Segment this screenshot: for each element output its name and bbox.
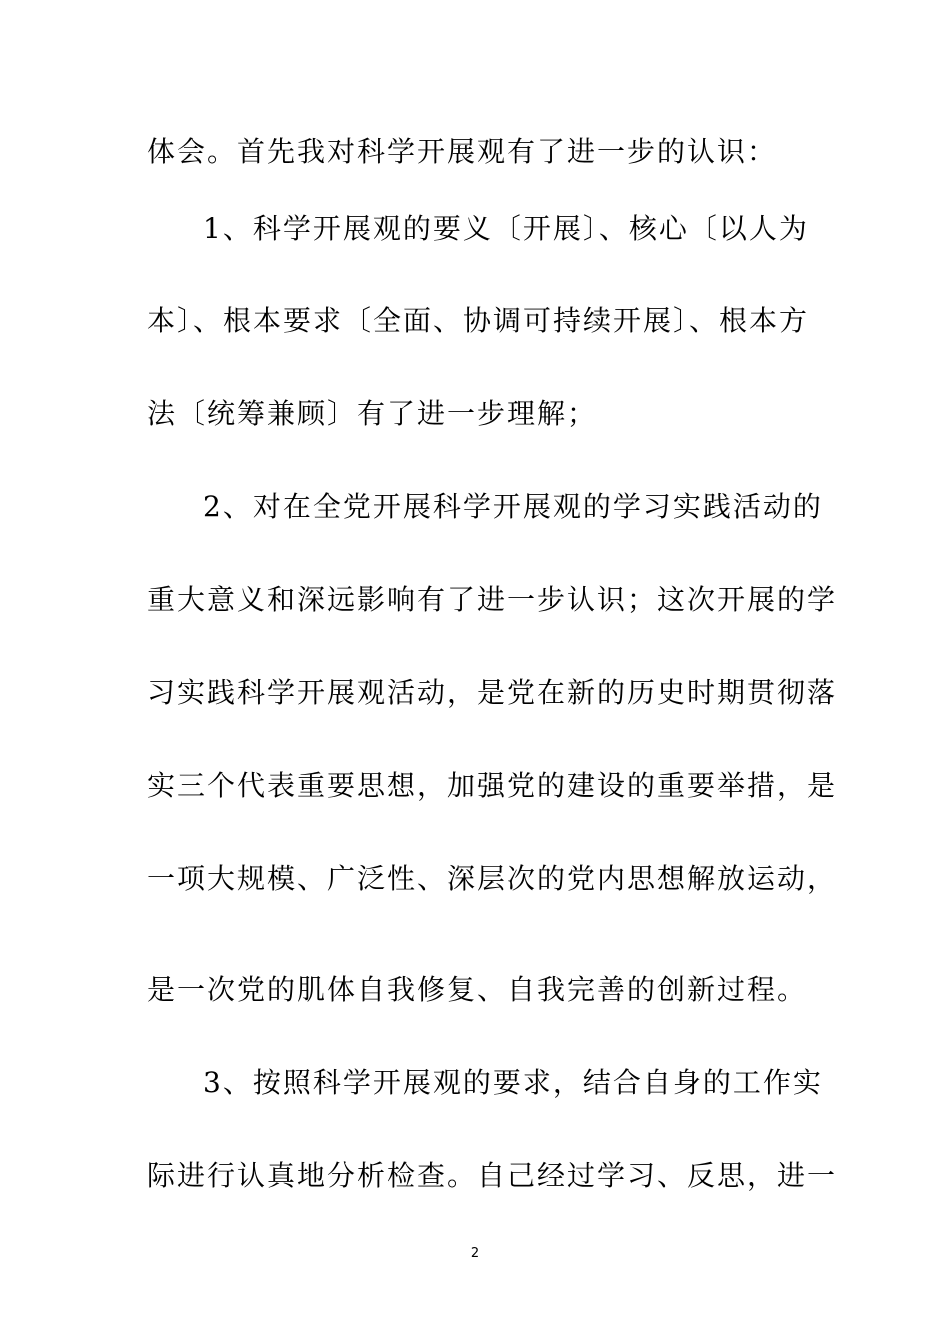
text-line-7: 习实践科学开展观活动，是党在新的历史时期贯彻落 bbox=[147, 676, 838, 709]
text-line-4: 法〔统筹兼顾〕有了进一步理解； bbox=[147, 397, 598, 430]
text-line-12: 际进行认真地分析检查。自己经过学习、反思，进一 bbox=[147, 1159, 838, 1192]
text-line-6: 重大意义和深远影响有了进一步认识；这次开展的学 bbox=[147, 583, 838, 616]
text-line-11: 3、按照科学开展观的要求，结合自身的工作实 bbox=[203, 1066, 823, 1099]
text-line-10: 是一次党的肌体自我修复、自我完善的创新过程。 bbox=[147, 973, 808, 1006]
text-line-5: 2、对在全党开展科学开展观的学习实践活动的 bbox=[203, 490, 823, 523]
text-line-1: 体会。首先我对科学开展观有了进一步的认识： bbox=[147, 135, 778, 168]
text-line-2: 1、科学开展观的要义〔开展〕、核心〔以人为 bbox=[203, 212, 809, 245]
text-line-3: 本〕、根本要求〔全面、协调可持续开展〕、根本方 bbox=[147, 304, 810, 337]
text-line-9: 一项大规模、广泛性、深层次的党内思想解放运动， bbox=[147, 862, 838, 895]
text-line-8: 实三个代表重要思想，加强党的建设的重要举措，是 bbox=[147, 769, 838, 802]
page-number: 2 bbox=[470, 1246, 480, 1261]
